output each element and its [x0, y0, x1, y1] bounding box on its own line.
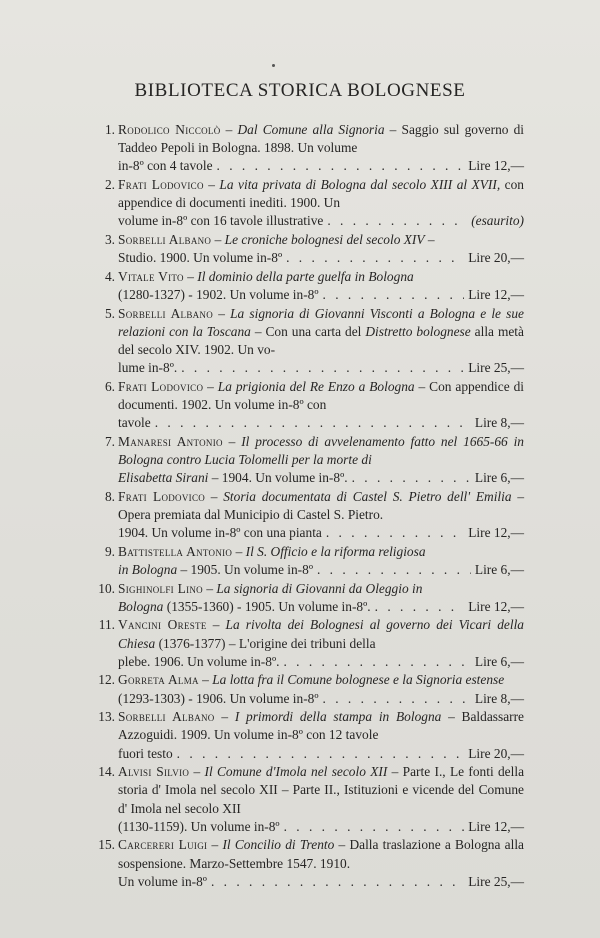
entry-title: Il Comune d'Imola nel secolo XII: [204, 764, 388, 780]
entry-price-line: [118, 157, 524, 175]
entry-price: Lire 12,—: [468, 525, 524, 541]
entry-description: – Con appendice di documenti. 1902. Un volume in-8º con: [118, 378, 524, 412]
entry-description: con appendice di documenti inediti. 1900. Un: [118, 177, 525, 211]
entry-price-line: [118, 212, 524, 230]
entry-format: Un volume in-8º: [118, 873, 207, 889]
entry-price-line: [118, 249, 524, 267]
entry-price: Lire 20,—: [468, 745, 524, 761]
entry-price-line: [118, 524, 524, 542]
entry-price-line: [118, 690, 524, 708]
entry-price: Lire 20,—: [468, 250, 524, 266]
entry-description: – Opera premiata dal Municipio di Castel S. Pietro.: [118, 488, 525, 522]
entry-number: 8.: [104, 488, 115, 504]
entry-description: –: [427, 232, 435, 247]
entry-title: La prigionia del Re Enzo a Bologna: [217, 378, 415, 394]
entry-author: Alvisi Silvio: [118, 764, 190, 780]
entry-description: – Dalla traslazione a Bologna alla sospensione. Marzo-Settembre 1547. 1910.: [118, 837, 524, 871]
entry-description: – Baldassarre Azzoguidi. 1909. Un volume in-8º con 12 tavole: [118, 709, 525, 743]
entry-price-line: [118, 873, 524, 891]
entry-format: lume in-8º.: [118, 360, 178, 376]
entry-price: Lire 6,—: [474, 562, 524, 577]
entry-price: Lire 25,—: [468, 873, 524, 889]
list-item: 2. Frati Lodovico – La vita privata di Bologna dal secolo XIII al XVII, con appendice di documenti inediti. 1900. Un volume in-8º con 16 tavole illustrative . . . (esaurito): [108, 176, 524, 231]
entry-price-line: [118, 286, 524, 304]
entry-price-line: [118, 469, 524, 487]
list-item: 10. Sighinolfi Lino – La signoria di Giovanni da Oleggio in Bologna (1355-1360) - 1905. Un volume in-8º. . . . Lire 12,—: [108, 580, 524, 616]
entry-number: 3.: [104, 232, 115, 247]
entry-title: Il S. Officio e la riforma religiosa: [245, 543, 426, 559]
entry-description: Saggio sul governo di Taddeo Pepoli in Bologna. 1898. Un volume: [118, 122, 524, 156]
entry-title: La lotta fra il Comune bolognese e la Signoria estense: [212, 672, 505, 688]
entry-number: 1.: [104, 122, 115, 137]
entry-author: Sorbelli Albano: [118, 305, 214, 321]
entry-format: Studio. 1900. Un volume in-8º: [118, 250, 283, 266]
entry-number: 7.: [104, 433, 115, 449]
entry-format: fuori testo: [118, 745, 173, 761]
entry-price: Lire 25,—: [468, 360, 524, 376]
entry-format: (1293-1303) - 1906. Un volume in-8º: [118, 690, 319, 706]
entry-price-line: [118, 745, 524, 763]
list-item: 6. Frati Lodovico – La prigionia del Re Enzo a Bologna – Con appendice di documenti. 1902. Un volume in-8º con tavole . . . Lire 8,—: [108, 378, 524, 433]
list-item: 1. Rodolico Niccolò – Dal Comune alla Signoria – Saggio sul governo di Taddeo Pepoli in Bologna. 1898. Un volume in-8º con 4 tavole . . . Lire 12,—: [108, 121, 524, 176]
entry-title: I primordi della stampa in Bologna: [234, 709, 442, 725]
entry-number: 9.: [104, 543, 115, 559]
entry-price: (esaurito): [471, 213, 524, 229]
entry-price: Lire 12,—: [468, 818, 524, 834]
entry-author: Sighinolfi Lino: [118, 580, 203, 596]
entry-price: Lire 12,—: [468, 287, 524, 302]
entry-price: Lire 8,—: [474, 415, 524, 431]
entry-number: 4.: [104, 268, 115, 284]
entry-title: La signoria di Giovanni da Oleggio in: [216, 580, 423, 596]
entry-price: Lire 12,—: [468, 158, 524, 174]
entry-description-secondary: alla metà del secolo XIV. 1902. Un vo-: [118, 323, 524, 357]
entry-title: La rivolta dei Bolognesi al governo dei Vicari della Chiesa: [118, 617, 525, 651]
entry-author: Vancini Oreste: [118, 617, 207, 633]
entry-number: 5.: [104, 305, 115, 321]
entry-price: Lire 12,—: [468, 598, 524, 614]
entry-title-end: Bologna: [118, 598, 164, 614]
entry-format: in-8º con 4 tavole: [118, 158, 213, 174]
list-item: 4. Vitale Vito – Il dominio della parte guelfa in Bologna (1280-1327) - 1902. Un volume in-8º . . . Lire 12,—: [108, 268, 524, 304]
list-item: 7. Manaresi Antonio – Il processo di avvelenamento fatto nel 1665-66 in Bologna contro Lucia Tolomelli per la morte di Elisabetta Sirani – 1904. Un volume in-8º. . . . Lire 6,—: [108, 433, 524, 488]
entry-price: Lire 6,—: [474, 653, 524, 669]
entry-price-line: [118, 653, 524, 671]
entry-title-end: in Bologna: [118, 562, 178, 577]
entry-title: La signoria di Giovanni Visconti a Bologna e le sue relazioni con la Toscana: [118, 305, 525, 339]
entry-author: Rodolico Niccolò: [118, 122, 221, 137]
entry-author: Carcereri Luigi: [118, 837, 208, 853]
list-item: 12. Gorreta Alma – La lotta fra il Comune bolognese e la Signoria estense (1293-1303) - 1906. Un volume in-8º . . . Lire 8,—: [108, 671, 524, 707]
entry-price-line: [118, 414, 524, 432]
entry-author: Sorbelli Albano: [118, 232, 212, 247]
entry-title: Storia documentata di Castel S. Pietro dell' Emilia: [223, 488, 512, 504]
entry-format: 1904. Un volume in-8º con una pianta: [118, 525, 322, 541]
entry-author: Frati Lodovico: [118, 177, 204, 192]
page-title: BIBLIOTECA STORICA BOLOGNESE: [134, 80, 466, 101]
list-item: 5. Sorbelli Albano – La signoria di Giovanni Visconti a Bologna e le sue relazioni con la Toscana – Con una carta del Distretto bolognese alla metà del secolo XIV. 1902. Un vo- lume in-8º. . . . Lire 25,—: [108, 305, 524, 378]
entry-author: Battistella Antonio: [118, 543, 233, 559]
entry-title-end: Elisabetta Sirani: [118, 470, 209, 486]
entry-price-line: [118, 818, 524, 836]
entry-author: Gorreta Alma: [118, 672, 199, 688]
list-item: 8. Frati Lodovico – Storia documentata di Castel S. Pietro dell' Emilia – Opera premiata dal Municipio di Castel S. Pietro. 1904. Un volume in-8º con una pianta . . . Lire 12,—: [108, 488, 524, 543]
list-item: 14. Alvisi Silvio – Il Comune d'Imola nel secolo XII – Parte I., Le fonti della storia d' Imola nel secolo XII – Parte II., Istituzioni e vicende del Comune d' Imola nel secolo XII (1130-1159). Un volume in-8º . . . Lire 12,—: [108, 763, 524, 836]
ink-dot: [272, 64, 275, 67]
entry-format: (1355-1360) - 1905. Un volume in-8º.: [166, 598, 371, 614]
list-item: 9. Battistella Antonio – Il S. Officio e la riforma religiosa in Bologna – 1905. Un volume in-8º . . . Lire 6,—: [108, 543, 524, 579]
entry-format: – 1904. Un volume in-8º.: [211, 470, 348, 486]
book-list: [98, 121, 525, 891]
entry-number: 15.: [98, 837, 115, 853]
entry-number: 11.: [98, 617, 115, 633]
entry-title: Dal Comune alla Signoria: [237, 122, 385, 137]
entry-price-line: [118, 359, 524, 377]
entry-price-line: [118, 598, 524, 616]
entry-price: Lire 6,—: [474, 470, 524, 486]
entry-author: Frati Lodovico: [118, 488, 206, 504]
entry-description: – Con una carta del: [254, 323, 362, 339]
entry-author: Frati Lodovico: [118, 378, 204, 394]
entry-description: (1376-1377) – L'origine dei tribuni della: [158, 635, 376, 651]
entry-author: Sorbelli Albano: [118, 709, 215, 725]
entry-number: 13.: [98, 709, 115, 725]
entry-title: Il processo di avvelenamento fatto nel 1665-66 in Bologna contro Lucia Tolomelli per la morte di: [118, 433, 524, 467]
entry-format: – 1905. Un volume in-8º: [180, 562, 313, 577]
entry-title: La vita privata di Bologna dal secolo XIII al XVII,: [219, 177, 501, 192]
entry-number: 6.: [104, 378, 115, 394]
entry-format: volume in-8º con 16 tavole illustrative: [118, 213, 324, 229]
entry-format: plebe. 1906. Un volume in-8º.: [118, 653, 280, 669]
entry-price: Lire 8,—: [474, 690, 524, 706]
list-item: 11. Vancini Oreste – La rivolta dei Bolognesi al governo dei Vicari della Chiesa (1376-1377) – L'origine dei tribuni della plebe. 1906. Un volume in-8º. . . . Lire 6,—: [108, 616, 524, 671]
entry-author: Vitale Vito: [118, 268, 184, 284]
entry-number: 10.: [98, 580, 115, 596]
entry-format: (1130-1159). Un volume in-8º: [118, 818, 280, 834]
entry-number: 12.: [98, 672, 115, 688]
entry-number: 2.: [104, 177, 115, 192]
entry-price-line: [118, 561, 524, 579]
entry-description: – Parte I., Le fonti della storia d' Imola nel secolo XII – Parte II., Istituzioni e vicende del Comune d' Imola nel secolo XII: [118, 764, 525, 816]
entry-number: 14.: [98, 764, 115, 780]
list-item: 3. Sorbelli Albano – Le croniche bolognesi del secolo XIV – Studio. 1900. Un volume in-8º . . . Lire 20,—: [108, 231, 524, 267]
entry-format: tavole: [118, 415, 151, 431]
entry-author: Manaresi Antonio: [118, 433, 223, 449]
list-item: 15. Carcereri Luigi – Il Concilio di Trento – Dalla traslazione a Bologna alla sospensione. Marzo-Settembre 1547. 1910. Un volume in-8º . . . Lire 25,—: [108, 836, 524, 891]
entry-format: (1280-1327) - 1902. Un volume in-8º: [118, 287, 319, 302]
list-item: 13. Sorbelli Albano – I primordi della stampa in Bologna – Baldassarre Azzoguidi. 1909. Un volume in-8º con 12 tavole fuori testo . . . Lire 20,—: [108, 708, 524, 763]
entry-title: Il Concilio di Trento: [222, 837, 335, 853]
entry-title-secondary: Distretto bolognese: [365, 323, 471, 339]
entry-title: Il dominio della parte guelfa in Bologna: [197, 268, 414, 284]
entry-title: Le croniche bolognesi del secolo XIV: [224, 232, 425, 247]
